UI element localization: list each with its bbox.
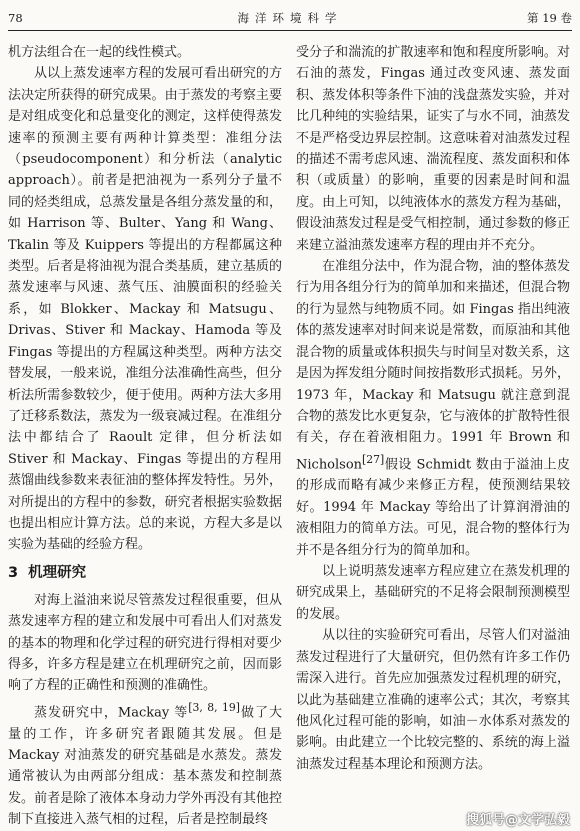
paragraph: 受分子和湍流的扩散速率和饱和程度所影响。对石油的蒸发，Fingas 通过改变风速、蒸发面积、蒸发体积等条件下油的浅盘蒸发实验，并对比几种纯的实验结果，证实了与水不同，油蒸发不是严格受边界层控制。这意味着对油蒸发过程的描述不需考虑风速、湍流程度、蒸发面积和体积（或质量）的影响，重要的因素是时间和温度。由上可知，以纯液体水的蒸发方程为基础，假设油蒸发过程是受气相控制，通过参数的修正来建立溢油蒸发速率方程的理由并不充分。 [296,45,570,253]
right-column [296,42,570,775]
paragraph: 以上说明蒸发速率方程应建立在蒸发机理的研究成果上，基础研究的不足将会限制预测模型的发展。 [296,564,570,622]
section-heading [8,560,282,586]
text-run: 做了大量的工作，许多研究者跟随其发展。但是 Mackay 对油蒸发的研究基础是水蒸发。蒸发通常被认为由两部分组成：基本蒸发和控制蒸发。前者是除了液体本身动力学外再没有其他控制下直接进入蒸气相的过程，后者是控制最终 [8,705,282,828]
paragraph: 从以往的实验研究可看出，尽管人们对溢油蒸发过程进行了大量研究，但仍然有许多工作仍需深入进行。首先应加强蒸发过程机理的研究，以此为基础建立准确的速率公式；其次，考察其他风化过程可能的影响，如油－水体系对蒸发的影响。由此建立一个比较完整的、系统的海上溢油蒸发过程基本理论和预测方法。 [296,628,570,772]
citation: [3, 8, 19] [188,700,241,714]
paragraph: 从以上蒸发速率方程的发展可看出研究的方法决定所获得的研究成果。由于蒸发的考察主要是对组成变化和总量变化的测定，这样使得蒸发速率的预测主要有两种计算类型：准组分法（pseudocomponent）和分析法（analytic approach）。前者是把油视为一系列分子量不同的烃类组成，总蒸发量是各组分蒸发量的和，如 Harrison 等、Bulter、Yang 和 Wang、Tkalin 等及 Kuippers 等提出的方程都属这种类型。后者是将油视为混合类基质，建立基质的蒸发速率与风速、蒸气压、油膜面积的经验关系，如 Blokker、Mackay 和 Matsugu、Drivas、Stiver 和 Mackay、Hamoda 等及 Fingas 等提出的方程属这种类型。两种方法交替发展，一般来说，准组分法准确性高些，但分析法所需参数较少，便于使用。两种方法大多用了迁移系数法，蒸发为一级衰减过程。在准组分法中都结合了 Raoult 定律，但分析法如 Stiver 和 Mackay、Fingas 等提出的方程用蒸馏曲线参数来表征油的整体挥发特性。另外，对所提出的方程中的参数，研究者根据实验数据也提出相应计算方法。总的来说，方程大多是以实验为基础的经验方程。 [8,66,282,553]
watermark: 搜狐号@文学弘毅 [465,813,570,828]
paragraph: 对海上溢油来说尽管蒸发过程很重要，但从蒸发速率方程的建立和发展中可看出人们对蒸发的基本的物理和化学过程的研究进行得相对要少得多，许多方程是建立在机理研究之前，因而影响了方程的正确性和预测的准确性。 [8,592,282,694]
paragraph [296,256,570,561]
section-number: 3 [8,564,19,581]
section-title: 机理研究 [28,564,87,581]
volume-label: 第 19 卷 [527,11,572,25]
text-run: 假设 Schmidt 数由于溢油上皮的形成而略有减少来修正方程，使预测结果较好。1994 年 Mackay 等给出了计算润滑油的液相阻力的简单方法。可见，混合物的整体行为并不是各组分行为的简单加和。 [296,457,570,558]
text-run: 在准组分法中，作为混合物，油的整体蒸发行为用各组分行为的简单加和来描述，但混合物的行为显然与纯物质不同。如 Fingas 指出纯液体的蒸发速率对时间来说是常数，而原油和其他混合物的质量或体积损失与时间呈对数关系，这是因为挥发组分随时间按指数形式损耗。另外，1973 年，Mackay 和 Matsugu 就注意到混合物的蒸发比水更复杂，它与液体的扩散特性很有关，存在着液相阻力。1991 年 Brown 和 Nicholson [296,259,570,473]
paragraph: 机方法组合在一起的线性模式。 [8,45,191,60]
paragraph [8,697,282,831]
text-run: 蒸发研究中，Mackay 等 [34,705,189,721]
running-header [8,6,572,31]
left-column [8,42,282,831]
journal-title: 海洋环境科学 [237,11,343,25]
page-number: 78 [8,11,23,25]
citation: [27] [362,452,385,466]
